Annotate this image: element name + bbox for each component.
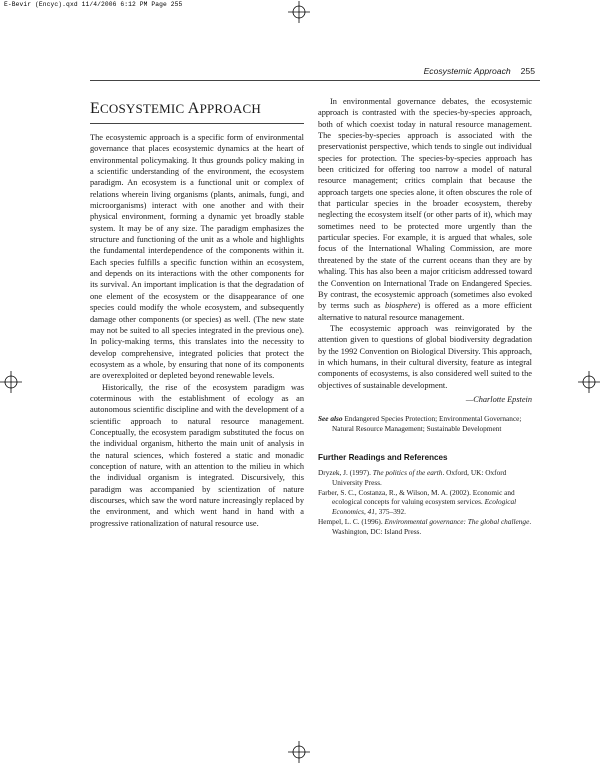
references-heading: Further Readings and References — [318, 453, 448, 463]
entry-title-rest-2: PPROACH — [199, 101, 261, 116]
registration-mark-top — [288, 1, 310, 23]
reference-item — [318, 488, 532, 517]
reference-text: . Washington, DC: Island Press. — [332, 517, 532, 536]
reference-text: . Oxford, UK: Oxford University Press. — [332, 468, 507, 487]
entry-title-initial-2: A — [187, 100, 200, 117]
page-number: 255 — [520, 66, 535, 76]
reference-text: Farber, S. C., Costanza, R., & Wilson, M. A. (2002). Economic and ecological concepts for valuing ecosystem services. — [318, 487, 515, 507]
reference-item — [318, 517, 532, 536]
reference-text: Hempel, L. C. (1996). — [318, 517, 385, 527]
body-paragraph-3-post: ) is offered as a more efficient alternative to natural resource management. — [318, 301, 532, 322]
registration-mark-bottom — [288, 741, 310, 763]
running-head — [385, 66, 535, 76]
reference-item — [318, 468, 532, 487]
see-also-text: Endangered Species Protection; Environmental Governance; Natural Resource Management; Sustainable Development — [332, 413, 522, 433]
body-paragraph-2: Historically, the rise of the ecosystem paradigm was coterminous with the establishment of ecology as an autonomous scientific discipline and with the development of a scientific approach to natural resource management. Conceptually, the ecosystem paradigm substituted the focus on the individual organism, hitherto the main unit of analysis in the natural sciences, which fostered a static and monadic conception of nature, with an attention to the milieu in which the individual organism is integrated. Discursively, this paradigm was accompanied by scientization of nature discourses, which saw the word nature increasingly replaced by the environment, and which went hand in hand with a progressive rationalization of natural resource use. — [90, 382, 304, 528]
author-signature: —Charlotte Epstein — [465, 394, 532, 404]
see-also-label: See also — [318, 413, 343, 423]
body-paragraph-1: The ecosystemic approach is a specific form of environmental governance that places ecosystemic dynamics at the heart of environmental policymaking. It thus grounds policy making in a scientific understanding of the environment, the ecosystem paradigm. An ecosystem is a functional unit or complex of relations wherein living organisms (plants, animals, fungi, and microorganisms) interact with one another and with their physical environment, forming a dynamic yet broadly stable system. It may be of any size. The paradigm emphasizes the structure and functioning of the unit as a whole and highlights the fundamental interdependence of the components within it. Each species fulfills a specific function within an ecosystem, and depends on its interactions with the other components for its survival. An important implication is that the degradation of one element of the ecosystem or the disappearance of one species could modify the whole ecosystem, and subsequently damage other components (or species) as well. (The new state may not be suited to all species integrated in the previous one). In policy-making terms, this translates into the necessity to develop comprehensive, integrated policies that protect the ecosystem as a whole, by ensuring that none of its components are overexploited or depleted beyond renewable levels. — [90, 133, 304, 381]
reference-italic: The politics of the earth — [372, 468, 443, 478]
printer-slug: E-Bevir (Encyc).qxd 11/4/2006 6:12 PM Page 255 — [4, 1, 183, 8]
body-paragraph-3-italic: biosphere — [384, 301, 418, 311]
entry-title — [90, 100, 304, 124]
reference-text: 375–392. — [376, 507, 406, 516]
see-also — [318, 414, 532, 433]
registration-mark-right — [578, 371, 600, 393]
entry-title-initial: E — [90, 100, 100, 117]
body-paragraph-4: The ecosystemic approach was reinvigorated by the attention given to questions of global biodiversity degradation by the 1992 Convention on Biological Diversity. This approach, in which humans, in their cultural diversity, feature as integral components of ecosystems, is also considered well suited to the objectives of sustainable development. — [318, 323, 532, 390]
header-rule — [90, 80, 540, 81]
entry-title-rest: COSYSTEMIC — [99, 101, 188, 116]
registration-mark-left — [0, 371, 22, 393]
body-paragraph-3 — [318, 96, 532, 323]
left-column — [90, 100, 304, 529]
reference-text: Dryzek, J. (1997). — [318, 468, 373, 478]
right-column — [318, 96, 532, 537]
running-head-title: Ecosystemic Approach — [423, 66, 511, 76]
reference-italic: Ecological Economics, 41, — [332, 497, 517, 516]
body-paragraph-3-pre: In environmental governance debates, the ecosystemic approach is contrasted with the species-by-species approach, both of which coexist today in natural resource management. The species-by-species approach is associated with the preservationist perspective, which tends to single out individual species for protection. The species-by-species approach has been criticized for offering too narrow a model of natural resource management; critics complain that because the approach targets one species alone, it often obscures the role of that particular species in the broader ecosystem, thereby neglecting the ecosystem itself (or other parts of it), which may sometimes need to be protected more urgently than the particular species. For example, it is argued that whales, sole focus of the International Whaling Commission, are more threatened by the state of the current oceans than they are by whaling. This has also been a major criticism addressed toward the Convention on International Trade on Endangered Species. By contrast, the ecosystemic approach (sometimes also evoked by terms such as — [318, 97, 532, 311]
reference-italic: Environmental governance: The global challenge — [384, 517, 530, 527]
